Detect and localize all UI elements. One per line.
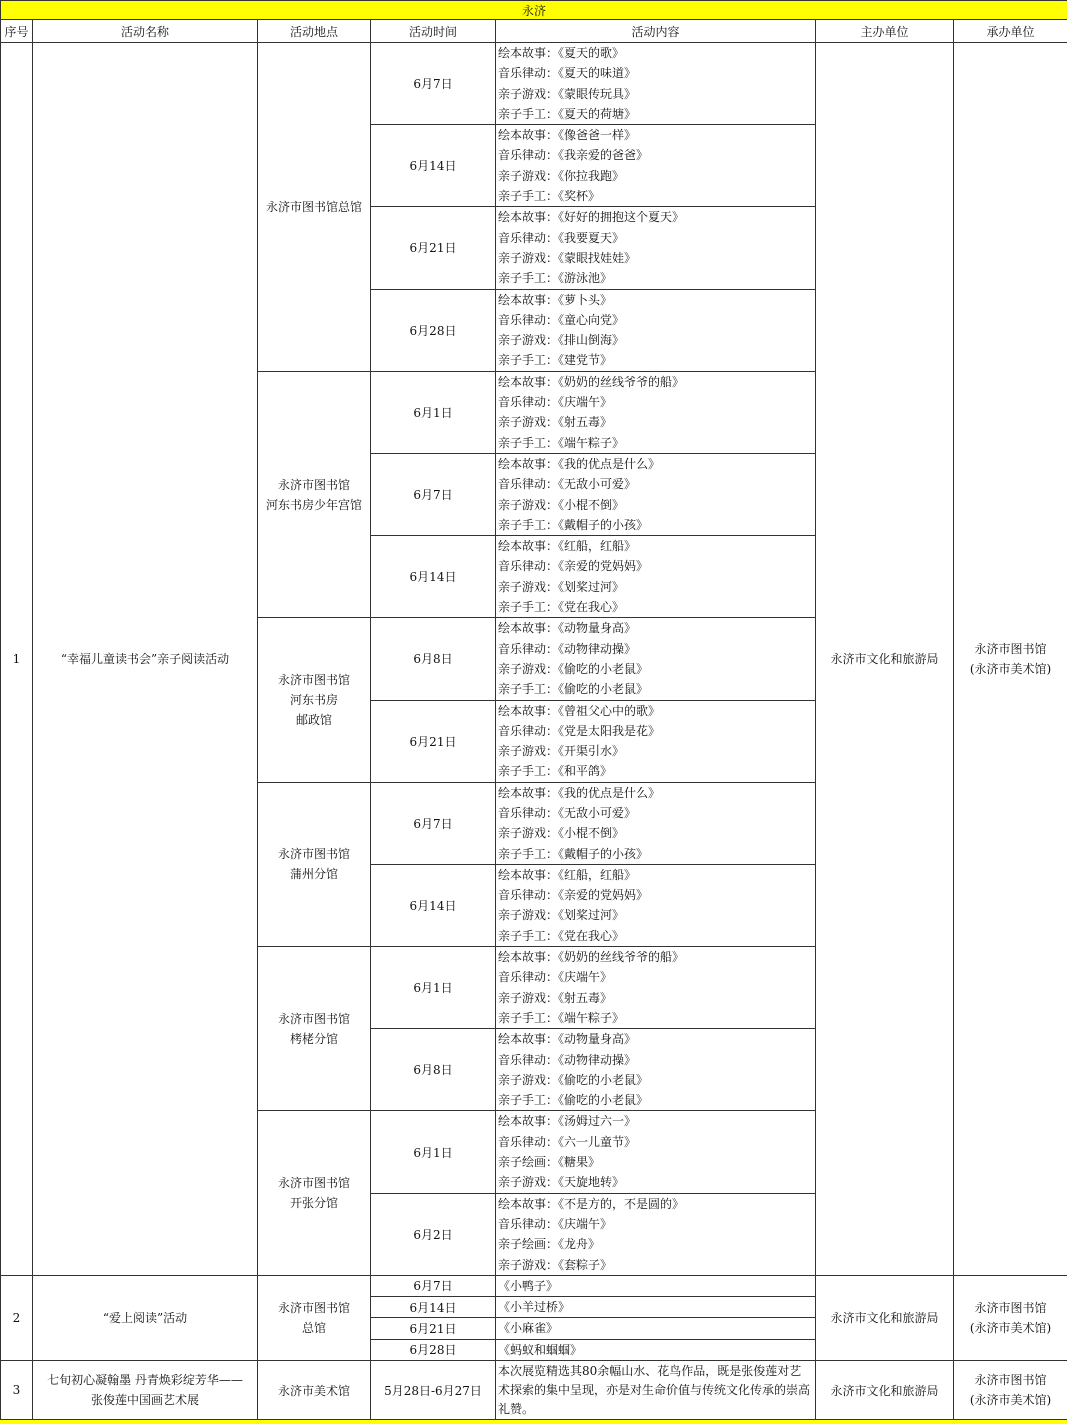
- text-line: 音乐律动：《党是太阳我是花》: [498, 721, 815, 741]
- text-line: 亲子手工：《偷吃的小老鼠》: [498, 1090, 815, 1110]
- venue-cell: [258, 947, 371, 1111]
- text-line: 音乐律动：《庆端午》: [498, 967, 815, 987]
- text-line: 永济市图书馆总馆: [258, 197, 370, 217]
- organizer-cell: [954, 43, 1067, 1276]
- date-cell: 6月7日: [371, 453, 496, 535]
- row-number: 1: [1, 43, 33, 1276]
- text-line: (永济市美术馆): [954, 1390, 1067, 1410]
- text-line: 永济市图书馆: [954, 1298, 1067, 1318]
- content-cell: [496, 125, 816, 207]
- header-cell: 承办单位: [954, 20, 1067, 43]
- text-line: 亲子游戏：《射五毒》: [498, 412, 815, 432]
- text-line: 亲子手工：《党在我心》: [498, 597, 815, 617]
- text-line: 亲子手工：《戴帽子的小孩》: [498, 844, 815, 864]
- text-line: 亲子游戏：《偷吃的小老鼠》: [498, 1070, 815, 1090]
- text-line: (永济市美术馆): [954, 659, 1067, 679]
- header-cell: 主办单位: [816, 20, 954, 43]
- activity-name: “爱上阅读”活动: [33, 1275, 258, 1360]
- content-cell: [496, 207, 816, 289]
- venue-cell: [258, 1111, 371, 1275]
- text-line: 亲子游戏：《小棍不倒》: [498, 823, 815, 843]
- text-line: 河东书房: [258, 690, 370, 710]
- text-line: 邮政馆: [258, 710, 370, 730]
- text-line: 亲子手工：《建党节》: [498, 350, 815, 370]
- activity-name: [33, 1361, 258, 1420]
- text-line: 永济市图书馆: [258, 844, 370, 864]
- content-cell: [496, 1193, 816, 1275]
- content-cell: 《小鸭子》: [496, 1275, 816, 1296]
- text-line: 亲子手工：《戴帽子的小孩》: [498, 515, 815, 535]
- content-cell: [496, 289, 816, 371]
- text-line: 绘本故事：《奶奶的丝线爷爷的船》: [498, 947, 815, 967]
- text-line: 蒲州分馆: [258, 864, 370, 884]
- text-line: 永济市图书馆: [954, 639, 1067, 659]
- text-line: 音乐律动：《我亲爱的爸爸》: [498, 145, 815, 165]
- date-cell: 6月14日: [371, 864, 496, 946]
- text-line: 七旬初心凝翰墨 丹青焕彩绽芳华——: [33, 1370, 257, 1390]
- text-line: 音乐律动：《动物律动操》: [498, 639, 815, 659]
- text-line: 亲子游戏：《蒙眼找娃娃》: [498, 248, 815, 268]
- text-line: 绘本故事：《我的优点是什么》: [498, 783, 815, 803]
- text-line: 亲子游戏：《套粽子》: [498, 1255, 815, 1275]
- text-line: 永济市图书馆: [954, 1370, 1067, 1390]
- organizer-cell: [954, 1275, 1067, 1360]
- text-line: 永济市图书馆: [258, 670, 370, 690]
- content-cell: 本次展览精选其80余幅山水、花鸟作品，既是张俊莲对艺术探索的集中呈现，亦是对生命价值与传统文化传承的崇高礼赞。: [496, 1361, 816, 1420]
- text-line: 音乐律动：《六一儿童节》: [498, 1132, 815, 1152]
- text-line: 音乐律动：《夏天的味道》: [498, 63, 815, 83]
- table-row: [1, 1275, 1067, 1296]
- text-line: (永济市美术馆): [954, 1318, 1067, 1338]
- text-line: 亲子绘画：《龙舟》: [498, 1234, 815, 1254]
- text-line: 音乐律动：《亲爱的党妈妈》: [498, 556, 815, 576]
- date-cell: 6月21日: [371, 207, 496, 289]
- content-cell: [496, 618, 816, 700]
- date-cell: 6月14日: [371, 536, 496, 618]
- date-cell: 6月7日: [371, 782, 496, 864]
- venue-cell: [258, 618, 371, 782]
- text-line: 音乐律动：《亲爱的党妈妈》: [498, 885, 815, 905]
- text-line: 亲子手工：《和平鸽》: [498, 761, 815, 781]
- content-cell: [496, 43, 816, 125]
- text-line: 绘本故事：《动物量身高》: [498, 618, 815, 638]
- header-row: [1, 20, 1067, 43]
- text-line: 绘本故事：《红船，红船》: [498, 536, 815, 556]
- date-cell: 6月14日: [371, 1297, 496, 1318]
- date-cell: 6月1日: [371, 371, 496, 453]
- text-line: 亲子游戏：《射五毒》: [498, 988, 815, 1008]
- content-cell: [496, 371, 816, 453]
- host-cell: 永济市文化和旅游局: [816, 1275, 954, 1360]
- activity-name: “幸福儿童读书会”亲子阅读活动: [33, 43, 258, 1276]
- text-line: 亲子绘画：《糖果》: [498, 1152, 815, 1172]
- content-cell: [496, 1111, 816, 1193]
- text-line: 音乐律动：《庆端午》: [498, 1214, 815, 1234]
- date-cell: 6月21日: [371, 700, 496, 782]
- text-line: 绘本故事：《萝卜头》: [498, 290, 815, 310]
- table-row: [1, 43, 1067, 125]
- text-line: 亲子游戏：《偷吃的小老鼠》: [498, 659, 815, 679]
- header-cell: 活动地点: [258, 20, 371, 43]
- text-line: 永济市图书馆: [258, 1298, 370, 1318]
- date-cell: 6月7日: [371, 1275, 496, 1296]
- content-cell: [496, 536, 816, 618]
- content-cell: 《小羊过桥》: [496, 1297, 816, 1318]
- text-line: 亲子游戏：《蒙眼传玩具》: [498, 84, 815, 104]
- text-line: 音乐律动：《动物律动操》: [498, 1050, 815, 1070]
- text-line: 亲子游戏：《排山倒海》: [498, 330, 815, 350]
- host-cell: 永济市文化和旅游局: [816, 1361, 954, 1420]
- table-title: 永济: [1, 1, 1067, 20]
- text-line: 亲子手工：《党在我心》: [498, 926, 815, 946]
- text-line: 亲子游戏：《你拉我跑》: [498, 166, 815, 186]
- table-row: [1, 1361, 1067, 1420]
- text-line: 绘本故事：《奶奶的丝线爷爷的船》: [498, 372, 815, 392]
- venue-cell: [258, 782, 371, 946]
- venue-cell: 永济市美术馆: [258, 1361, 371, 1420]
- text-line: 栲栳分馆: [258, 1029, 370, 1049]
- date-cell: 6月2日: [371, 1193, 496, 1275]
- text-line: 音乐律动：《无敌小可爱》: [498, 474, 815, 494]
- text-line: 亲子游戏：《小棍不倒》: [498, 495, 815, 515]
- text-line: 绘本故事：《我的优点是什么》: [498, 454, 815, 474]
- text-line: 亲子手工：《奖杯》: [498, 186, 815, 206]
- header-cell: 活动名称: [33, 20, 258, 43]
- date-cell: 6月7日: [371, 43, 496, 125]
- header-cell: 活动时间: [371, 20, 496, 43]
- date-cell: 6月8日: [371, 618, 496, 700]
- content-cell: [496, 947, 816, 1029]
- text-line: 亲子游戏：《划桨过河》: [498, 577, 815, 597]
- content-cell: [496, 453, 816, 535]
- text-line: 亲子游戏：《天旋地转》: [498, 1172, 815, 1192]
- text-line: 亲子游戏：《划桨过河》: [498, 905, 815, 925]
- date-cell: 6月28日: [371, 289, 496, 371]
- text-line: 亲子游戏：《开渠引水》: [498, 741, 815, 761]
- venue-cell: [258, 43, 371, 372]
- text-line: 音乐律动：《庆端午》: [498, 392, 815, 412]
- organizer-cell: [954, 1361, 1067, 1420]
- text-line: 绘本故事：《像爸爸一样》: [498, 125, 815, 145]
- text-line: 永济市图书馆: [258, 475, 370, 495]
- header-cell: 序号: [1, 20, 33, 43]
- date-cell: 6月14日: [371, 125, 496, 207]
- title-row: [1, 1, 1067, 20]
- text-line: 张俊莲中国画艺术展: [33, 1390, 257, 1410]
- text-line: 音乐律动：《无敌小可爱》: [498, 803, 815, 823]
- text-line: 绘本故事：《不是方的，不是圆的》: [498, 1194, 815, 1214]
- table-body: [1, 1, 1067, 1420]
- date-cell: 6月1日: [371, 1111, 496, 1193]
- header-cell: 活动内容: [496, 20, 816, 43]
- row-number: 2: [1, 1275, 33, 1360]
- date-cell: 5月28日-6月27日: [371, 1361, 496, 1420]
- text-line: 音乐律动：《童心向党》: [498, 310, 815, 330]
- host-cell: 永济市文化和旅游局: [816, 43, 954, 1276]
- text-line: 亲子手工：《游泳池》: [498, 268, 815, 288]
- text-line: 亲子手工：《端午粽子》: [498, 1008, 815, 1028]
- text-line: 绘本故事：《曾祖父心中的歌》: [498, 701, 815, 721]
- content-cell: [496, 864, 816, 946]
- text-line: 亲子手工：《夏天的荷塘》: [498, 104, 815, 124]
- date-cell: 6月8日: [371, 1029, 496, 1111]
- date-cell: 6月1日: [371, 947, 496, 1029]
- bottom-bar: [0, 1420, 1067, 1424]
- date-cell: 6月21日: [371, 1318, 496, 1339]
- row-number: 3: [1, 1361, 33, 1420]
- text-line: 亲子手工：《偷吃的小老鼠》: [498, 679, 815, 699]
- text-line: 永济市图书馆: [258, 1173, 370, 1193]
- text-line: 绘本故事：《夏天的歌》: [498, 43, 815, 63]
- text-line: 河东书房少年宫馆: [258, 495, 370, 515]
- content-cell: 《小麻雀》: [496, 1318, 816, 1339]
- content-cell: [496, 1029, 816, 1111]
- text-line: 绘本故事：《红船，红船》: [498, 865, 815, 885]
- text-line: 亲子手工：《端午粽子》: [498, 433, 815, 453]
- text-line: 绘本故事：《汤姆过六一》: [498, 1111, 815, 1131]
- content-cell: [496, 782, 816, 864]
- content-cell: [496, 700, 816, 782]
- date-cell: 6月28日: [371, 1339, 496, 1360]
- text-line: 开张分馆: [258, 1193, 370, 1213]
- venue-cell: [258, 371, 371, 618]
- venue-cell: [258, 1275, 371, 1360]
- text-line: 音乐律动：《我要夏天》: [498, 228, 815, 248]
- text-line: 总馆: [258, 1318, 370, 1338]
- text-line: 永济市图书馆: [258, 1009, 370, 1029]
- text-line: 绘本故事：《好好的拥抱这个夏天》: [498, 207, 815, 227]
- content-cell: 《蚂蚁和蝈蝈》: [496, 1339, 816, 1360]
- text-line: 绘本故事：《动物量身高》: [498, 1029, 815, 1049]
